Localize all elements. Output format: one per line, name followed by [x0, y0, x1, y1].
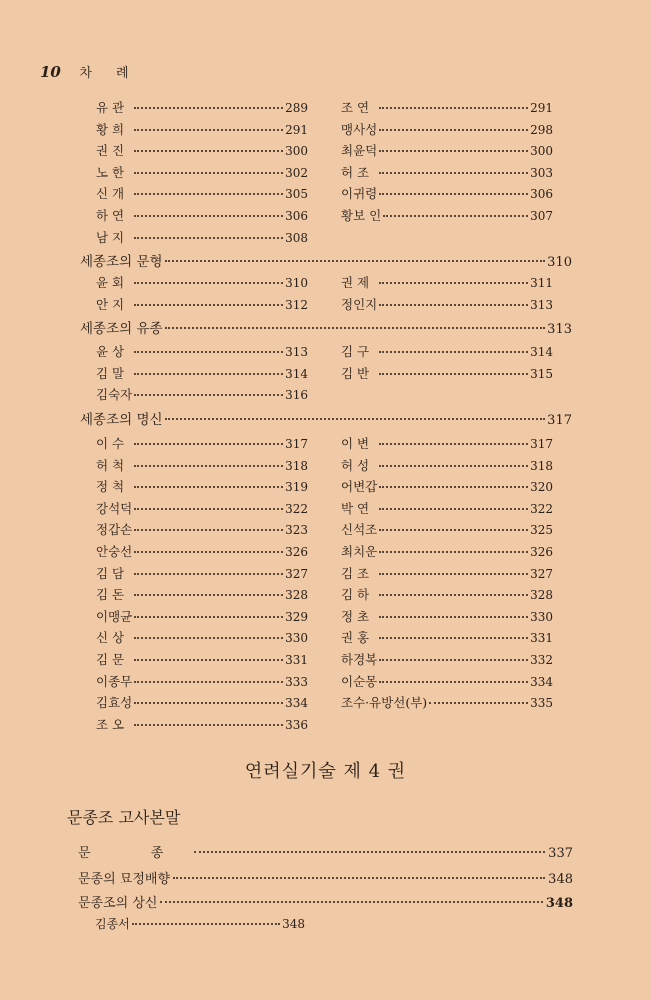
- section-title: 세종조의 유종: [80, 321, 163, 337]
- toc-row: [96, 499, 556, 517]
- entry-name: 김 문: [96, 652, 125, 667]
- dot-leader: [379, 486, 528, 488]
- dot-leader: [379, 681, 528, 683]
- entry-name: 최치운: [341, 544, 378, 559]
- dot-leader: [134, 237, 283, 239]
- entry-name: 김 반: [341, 365, 370, 381]
- section-title: 세종조의 문형: [80, 254, 163, 270]
- entry-page: 326: [530, 545, 553, 559]
- entry-page: 317: [530, 437, 553, 451]
- entry-name: 김숙자: [96, 387, 133, 403]
- toc-entry: [341, 607, 553, 625]
- sub-entry: [95, 915, 305, 932]
- toc-row: [96, 564, 556, 582]
- section-page: 313: [547, 322, 572, 337]
- toc-section: [80, 408, 572, 428]
- dot-leader: [379, 150, 528, 152]
- toc-row: [96, 693, 556, 711]
- entry-name: 신 개: [96, 186, 125, 202]
- toc-entry: [96, 650, 308, 668]
- header-title: 차 례: [79, 66, 139, 81]
- entry-page: 320: [530, 480, 553, 495]
- entry-name: 조수·유방선(부): [341, 695, 428, 711]
- toc-entry: [341, 98, 553, 116]
- toc-entry: [341, 585, 553, 603]
- toc-entry: [341, 273, 553, 291]
- dot-leader: [165, 260, 546, 262]
- entry-page: 337: [548, 846, 573, 861]
- entry-name: 허 척: [96, 457, 125, 473]
- toc-entry: [96, 206, 308, 224]
- entry-page: 330: [285, 631, 308, 646]
- entry-page: 305: [285, 187, 308, 202]
- toc-entry: [96, 564, 308, 582]
- entry-name: 안 지: [96, 296, 125, 312]
- dot-leader: [134, 129, 283, 131]
- dot-leader: [134, 150, 283, 152]
- toc-entry: [341, 184, 553, 202]
- entry-page: 298: [530, 122, 553, 137]
- toc-row: [96, 163, 556, 181]
- dot-leader: [132, 923, 280, 925]
- entry-page: 314: [530, 345, 553, 359]
- toc-row: [96, 364, 556, 382]
- dot-leader: [379, 373, 528, 375]
- toc-entry: [96, 364, 308, 382]
- toc-entry: [341, 672, 553, 690]
- entry-name: 하 연: [96, 208, 125, 223]
- volume-title: 연려실기술 제 4 권: [244, 761, 407, 782]
- entry-page: 326: [285, 545, 308, 559]
- entry-name: 김 하: [341, 587, 370, 603]
- entry-name: 남 지: [96, 229, 125, 245]
- entry-page: 348: [282, 917, 305, 931]
- toc-entry: [341, 342, 553, 360]
- dot-leader: [134, 107, 283, 109]
- toc-entry: [96, 141, 308, 159]
- dot-leader: [379, 443, 528, 445]
- entry-page: 310: [285, 276, 308, 290]
- section-page: 310: [547, 255, 572, 270]
- entry-page: 336: [285, 717, 308, 732]
- toc-row: [96, 228, 556, 246]
- toc-entry: [96, 98, 308, 116]
- entry-page: 348: [545, 896, 573, 911]
- entry-name: 황 희: [96, 121, 125, 137]
- entry-name: 신석조: [341, 522, 378, 538]
- dot-leader: [134, 594, 283, 596]
- dot-leader: [379, 304, 528, 306]
- toc-entry: [96, 273, 308, 291]
- dot-leader: [379, 282, 528, 284]
- entry-name: 이순몽: [341, 673, 378, 689]
- entry-name: 정인지: [341, 296, 378, 312]
- entry-name: 윤 상: [96, 344, 125, 359]
- dot-leader: [379, 529, 528, 531]
- entry-name: 정 초: [341, 608, 370, 624]
- entry-page: 317: [285, 437, 308, 451]
- entry-name: 정갑손: [96, 522, 133, 538]
- dot-leader: [379, 594, 528, 596]
- toc-row: [96, 477, 556, 495]
- entry-page: 333: [285, 674, 308, 689]
- chapter-title: 문종조 고사본말: [67, 808, 181, 827]
- entry-page: 303: [530, 165, 553, 180]
- dot-leader: [429, 702, 528, 704]
- entry-page: 323: [285, 523, 308, 538]
- entry-name: 권 제: [341, 275, 370, 290]
- entry-name: 김 담: [96, 565, 125, 581]
- toc-row: [96, 342, 556, 360]
- toc-row: [96, 628, 556, 646]
- dot-leader: [173, 877, 545, 879]
- entry-name: 최윤덕: [341, 143, 378, 159]
- entry-name: 정 척: [96, 479, 125, 495]
- toc-row: [96, 585, 556, 603]
- dot-leader: [134, 724, 283, 726]
- entry-title: 김종서: [95, 917, 130, 931]
- entry-name: 강석덕: [96, 500, 133, 516]
- dot-leader: [379, 659, 528, 661]
- entry-page: 300: [285, 144, 308, 159]
- toc-entry: [341, 295, 553, 313]
- entry-page: 335: [530, 696, 553, 711]
- dot-leader: [134, 637, 283, 639]
- entry-name: 이 변: [341, 436, 370, 451]
- dot-leader: [134, 616, 283, 618]
- dot-leader: [134, 394, 283, 396]
- dot-leader: [134, 443, 283, 445]
- dot-leader: [134, 508, 283, 510]
- dot-leader: [134, 373, 283, 375]
- dot-leader: [379, 616, 528, 618]
- entry-name: 맹사성: [341, 121, 378, 137]
- entry-name: 이맹균: [96, 608, 133, 624]
- dot-leader: [379, 172, 528, 174]
- entry-page: 302: [285, 165, 308, 180]
- entry-page: 308: [285, 230, 308, 245]
- entry-name: 박 연: [341, 500, 370, 516]
- toc-entry: [96, 456, 308, 474]
- entry-name: 김 돈: [96, 587, 125, 603]
- entry-name: 안숭선: [96, 544, 133, 559]
- entry-page: 306: [530, 187, 553, 202]
- dot-leader: [379, 465, 528, 467]
- toc-entry: [96, 672, 308, 690]
- toc-row: [96, 650, 556, 668]
- entry-page: 319: [285, 480, 308, 495]
- entry-page: 318: [530, 458, 553, 473]
- toc-entry: [341, 163, 553, 181]
- entry-page: 291: [530, 101, 553, 115]
- toc-entry: [341, 141, 553, 159]
- dot-leader: [134, 351, 283, 353]
- toc-entry: [341, 520, 553, 538]
- entry-name: 허 성: [341, 457, 370, 473]
- entry-name: 이귀령: [341, 186, 378, 202]
- dot-leader: [379, 508, 528, 510]
- toc-row: [96, 120, 556, 138]
- entry-name: 어변갑: [341, 479, 378, 495]
- entry-page: 328: [285, 588, 308, 603]
- dot-leader: [134, 465, 283, 467]
- toc-entry: [341, 564, 553, 582]
- toc-entry: [96, 342, 308, 360]
- toc-row: [96, 141, 556, 159]
- entry-name: 김 구: [341, 344, 370, 359]
- chapter-entry: [78, 842, 573, 861]
- toc-row: [96, 456, 556, 474]
- toc-entry: [341, 434, 553, 452]
- toc-section: [80, 317, 572, 337]
- dot-leader: [134, 659, 283, 661]
- toc-entry: [96, 542, 308, 560]
- toc-row: [96, 206, 556, 224]
- dot-leader: [134, 172, 283, 174]
- chapter-entry: [78, 868, 573, 887]
- entry-page: 330: [530, 609, 553, 624]
- dot-leader: [379, 573, 528, 575]
- dot-leader: [165, 327, 546, 329]
- entry-page: 306: [285, 209, 308, 223]
- section-page: 317: [547, 413, 572, 428]
- toc-row: [96, 98, 556, 116]
- entry-name: 황보 인: [341, 208, 382, 223]
- entry-page: 334: [530, 674, 553, 689]
- entry-page: 311: [530, 276, 553, 290]
- dot-leader: [383, 215, 528, 217]
- entry-name: 신 상: [96, 630, 125, 646]
- entry-page: 307: [530, 209, 553, 223]
- dot-leader: [134, 282, 283, 284]
- dot-leader: [134, 702, 283, 704]
- entry-name: 권 진: [96, 143, 125, 159]
- dot-leader: [134, 486, 283, 488]
- entry-page: 300: [530, 144, 553, 159]
- toc-entry: [96, 120, 308, 138]
- dot-leader: [134, 304, 283, 306]
- dot-leader: [379, 551, 528, 553]
- toc-row: [96, 520, 556, 538]
- toc-entry: [96, 520, 308, 538]
- toc-row: [96, 607, 556, 625]
- entry-name: 조 오: [96, 716, 125, 732]
- toc-entry: [96, 585, 308, 603]
- dot-leader: [134, 551, 283, 553]
- section-title: 세종조의 명신: [80, 412, 163, 428]
- toc-entry: [96, 163, 308, 181]
- entry-page: 314: [285, 366, 308, 381]
- entry-page: 328: [530, 588, 553, 603]
- entry-name: 김 말: [96, 365, 125, 381]
- entry-page: 318: [285, 458, 308, 473]
- entry-page: 331: [285, 653, 308, 667]
- entry-page: 312: [285, 297, 308, 312]
- dot-leader: [134, 529, 283, 531]
- toc-entry: [96, 434, 308, 452]
- toc-entry: [96, 477, 308, 495]
- entry-name: 권 홍: [341, 630, 370, 646]
- entry-name: 하경복: [341, 652, 378, 667]
- toc-entry: [341, 628, 553, 646]
- entry-title: 문 종: [78, 846, 192, 861]
- entry-page: 291: [285, 122, 308, 137]
- entry-title: 문종의 묘정배향: [78, 872, 171, 887]
- toc-row: [96, 273, 556, 291]
- dot-leader: [379, 107, 528, 109]
- entry-title: 문종조의 상신: [78, 896, 158, 911]
- entry-name: 허 조: [341, 164, 370, 180]
- toc-entry: [96, 385, 308, 403]
- entry-page: 348: [548, 872, 573, 887]
- toc-row: [96, 542, 556, 560]
- dot-leader: [379, 193, 528, 195]
- entry-name: 유 관: [96, 100, 125, 115]
- entry-page: 315: [530, 366, 553, 381]
- toc-entry: [341, 499, 553, 517]
- toc-entry: [96, 228, 308, 246]
- page-number: 10: [40, 63, 61, 81]
- entry-page: 331: [530, 631, 553, 646]
- toc-entry: [96, 628, 308, 646]
- entry-page: 322: [530, 501, 553, 516]
- toc-entry: [341, 120, 553, 138]
- toc-entry: [96, 184, 308, 202]
- dot-leader: [134, 573, 283, 575]
- toc-entry: [96, 295, 308, 313]
- toc-section: [80, 250, 572, 270]
- dot-leader: [194, 851, 545, 853]
- entry-name: 이 수: [96, 436, 125, 451]
- toc-row: [96, 672, 556, 690]
- toc-row: [96, 184, 556, 202]
- toc-row: [96, 715, 556, 733]
- entry-page: 329: [285, 609, 308, 624]
- entry-name: 김 조: [341, 565, 370, 581]
- entry-name: 김효성: [96, 695, 133, 711]
- dot-leader: [379, 351, 528, 353]
- dot-leader: [134, 215, 283, 217]
- entry-name: 이종무: [96, 673, 133, 689]
- toc-entry: [96, 715, 308, 733]
- entry-page: 327: [530, 566, 553, 581]
- toc-row: [96, 295, 556, 313]
- toc-entry: [96, 607, 308, 625]
- dot-leader: [134, 681, 283, 683]
- entry-page: 327: [285, 566, 308, 581]
- dot-leader: [379, 129, 528, 131]
- toc-entry: [341, 456, 553, 474]
- toc-entry: [341, 364, 553, 382]
- entry-page: 332: [530, 653, 553, 667]
- entry-page: 313: [285, 345, 308, 359]
- dot-leader: [134, 193, 283, 195]
- entry-page: 289: [285, 101, 308, 115]
- entry-name: 노 한: [96, 164, 125, 180]
- entry-page: 334: [285, 696, 308, 711]
- entry-page: 325: [530, 523, 553, 538]
- toc-entry: [96, 693, 308, 711]
- dot-leader: [160, 901, 542, 903]
- entry-page: 322: [285, 501, 308, 516]
- entry-name: 윤 회: [96, 275, 125, 290]
- toc-row: [96, 434, 556, 452]
- entry-name: 조 연: [341, 100, 370, 115]
- entry-page: 313: [530, 297, 553, 312]
- page-header: [40, 62, 139, 81]
- toc-entry: [96, 499, 308, 517]
- toc-entry: [341, 650, 553, 668]
- dot-leader: [379, 637, 528, 639]
- toc-entry: [341, 693, 553, 711]
- toc-entry: [341, 206, 553, 224]
- dot-leader: [165, 418, 546, 420]
- toc-row: [96, 385, 556, 403]
- toc-entry: [341, 477, 553, 495]
- entry-page: 316: [285, 388, 308, 403]
- toc-entry: [341, 542, 553, 560]
- chapter-entry: [78, 892, 573, 911]
